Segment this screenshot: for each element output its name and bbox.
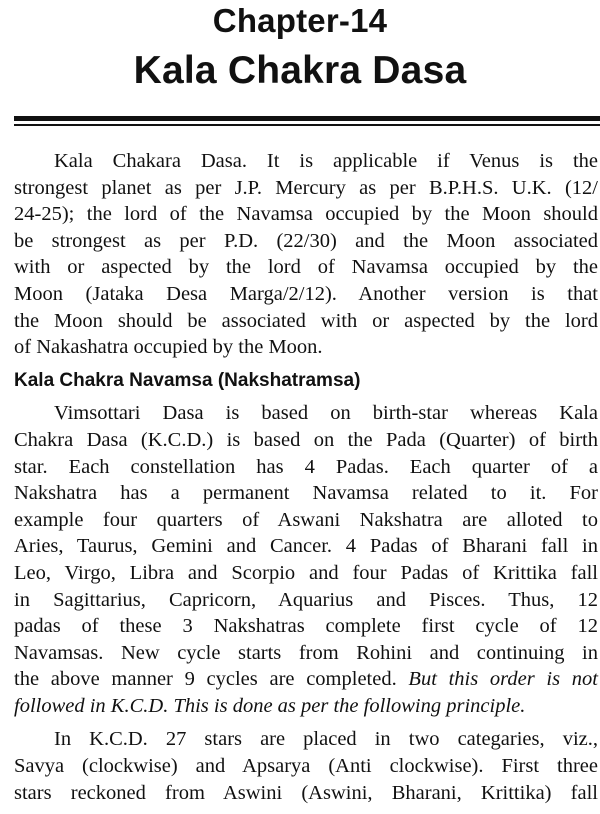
text-line: strongest planet as per J.P. Mercury as per B.P.H.S. U.K. (12/ <box>14 176 598 199</box>
text-line: Kala Chakara Dasa. It is applicable if Venus is the <box>54 150 598 172</box>
italic-line: followed in K.C.D. This is done as per the following principle. <box>14 694 526 717</box>
intro-paragraph <box>14 148 598 361</box>
section-heading: Kala Chakra Navamsa (Nakshatramsa) <box>14 369 361 391</box>
italic-segment: But this order is not <box>408 668 599 691</box>
text-line: Vimsottari Dasa is based on birth-star whereas Kala <box>54 402 598 425</box>
text-line: the Moon should be associated with or aspected by the lord <box>14 309 598 332</box>
text-line: In K.C.D. 27 stars are placed in two categaries, viz., <box>54 728 598 751</box>
title-rule-thick <box>14 116 600 121</box>
text-line: of Nakashatra occupied by the Moon. <box>14 336 323 359</box>
text-line: with or aspected by the lord of Navamsa occupied by the <box>14 256 598 279</box>
text-line: padas of these 3 Nakshatras complete first cycle of 12 <box>14 615 598 638</box>
text-line-mixed <box>14 666 598 693</box>
chapter-number: Chapter-14 <box>212 2 388 39</box>
text-line: in Sagittarius, Capricorn, Aquarius and Pisces. Thus, 12 <box>14 588 598 611</box>
text-line: Savya (clockwise) and Apsarya (Anti clockwise). First three <box>14 755 598 778</box>
text-line: Aries, Taurus, Gemini and Cancer. 4 Padas of Bharani fall in <box>14 535 598 558</box>
text-line: Moon (Jataka Desa Marga/2/12). Another version is that <box>14 282 598 305</box>
vimsottari-paragraph <box>14 400 598 719</box>
text-line: Leo, Virgo, Libra and Scorpio and four Padas of Krittika fall <box>14 561 598 584</box>
page-body <box>14 148 598 813</box>
chapter-title: Kala Chakra Dasa <box>133 49 467 92</box>
text-line: example four quarters of Aswani Nakshatra are alloted to <box>14 508 598 531</box>
text-line: Nakshatra has a permanent Navamsa related to it. For <box>14 482 598 505</box>
text-line: be strongest as per P.D. (22/30) and the Moon associated <box>14 229 598 252</box>
text-line: Chakra Dasa (K.C.D.) is based on the Pada (Quarter) of birth <box>14 428 598 451</box>
kcd-paragraph <box>14 726 598 806</box>
title-rule-thin <box>14 124 600 126</box>
text-segment: the above manner 9 cycles are completed. <box>14 668 409 691</box>
text-line: stars reckoned from Aswini (Aswini, Bharani, Krittika) fall <box>14 781 598 804</box>
text-line: Navamsas. New cycle starts from Rohini and continuing in <box>14 641 598 664</box>
text-line: star. Each constellation has 4 Padas. Each quarter of a <box>14 455 598 478</box>
text-line: 24-25); the lord of the Navamsa occupied by the Moon should <box>14 203 598 226</box>
